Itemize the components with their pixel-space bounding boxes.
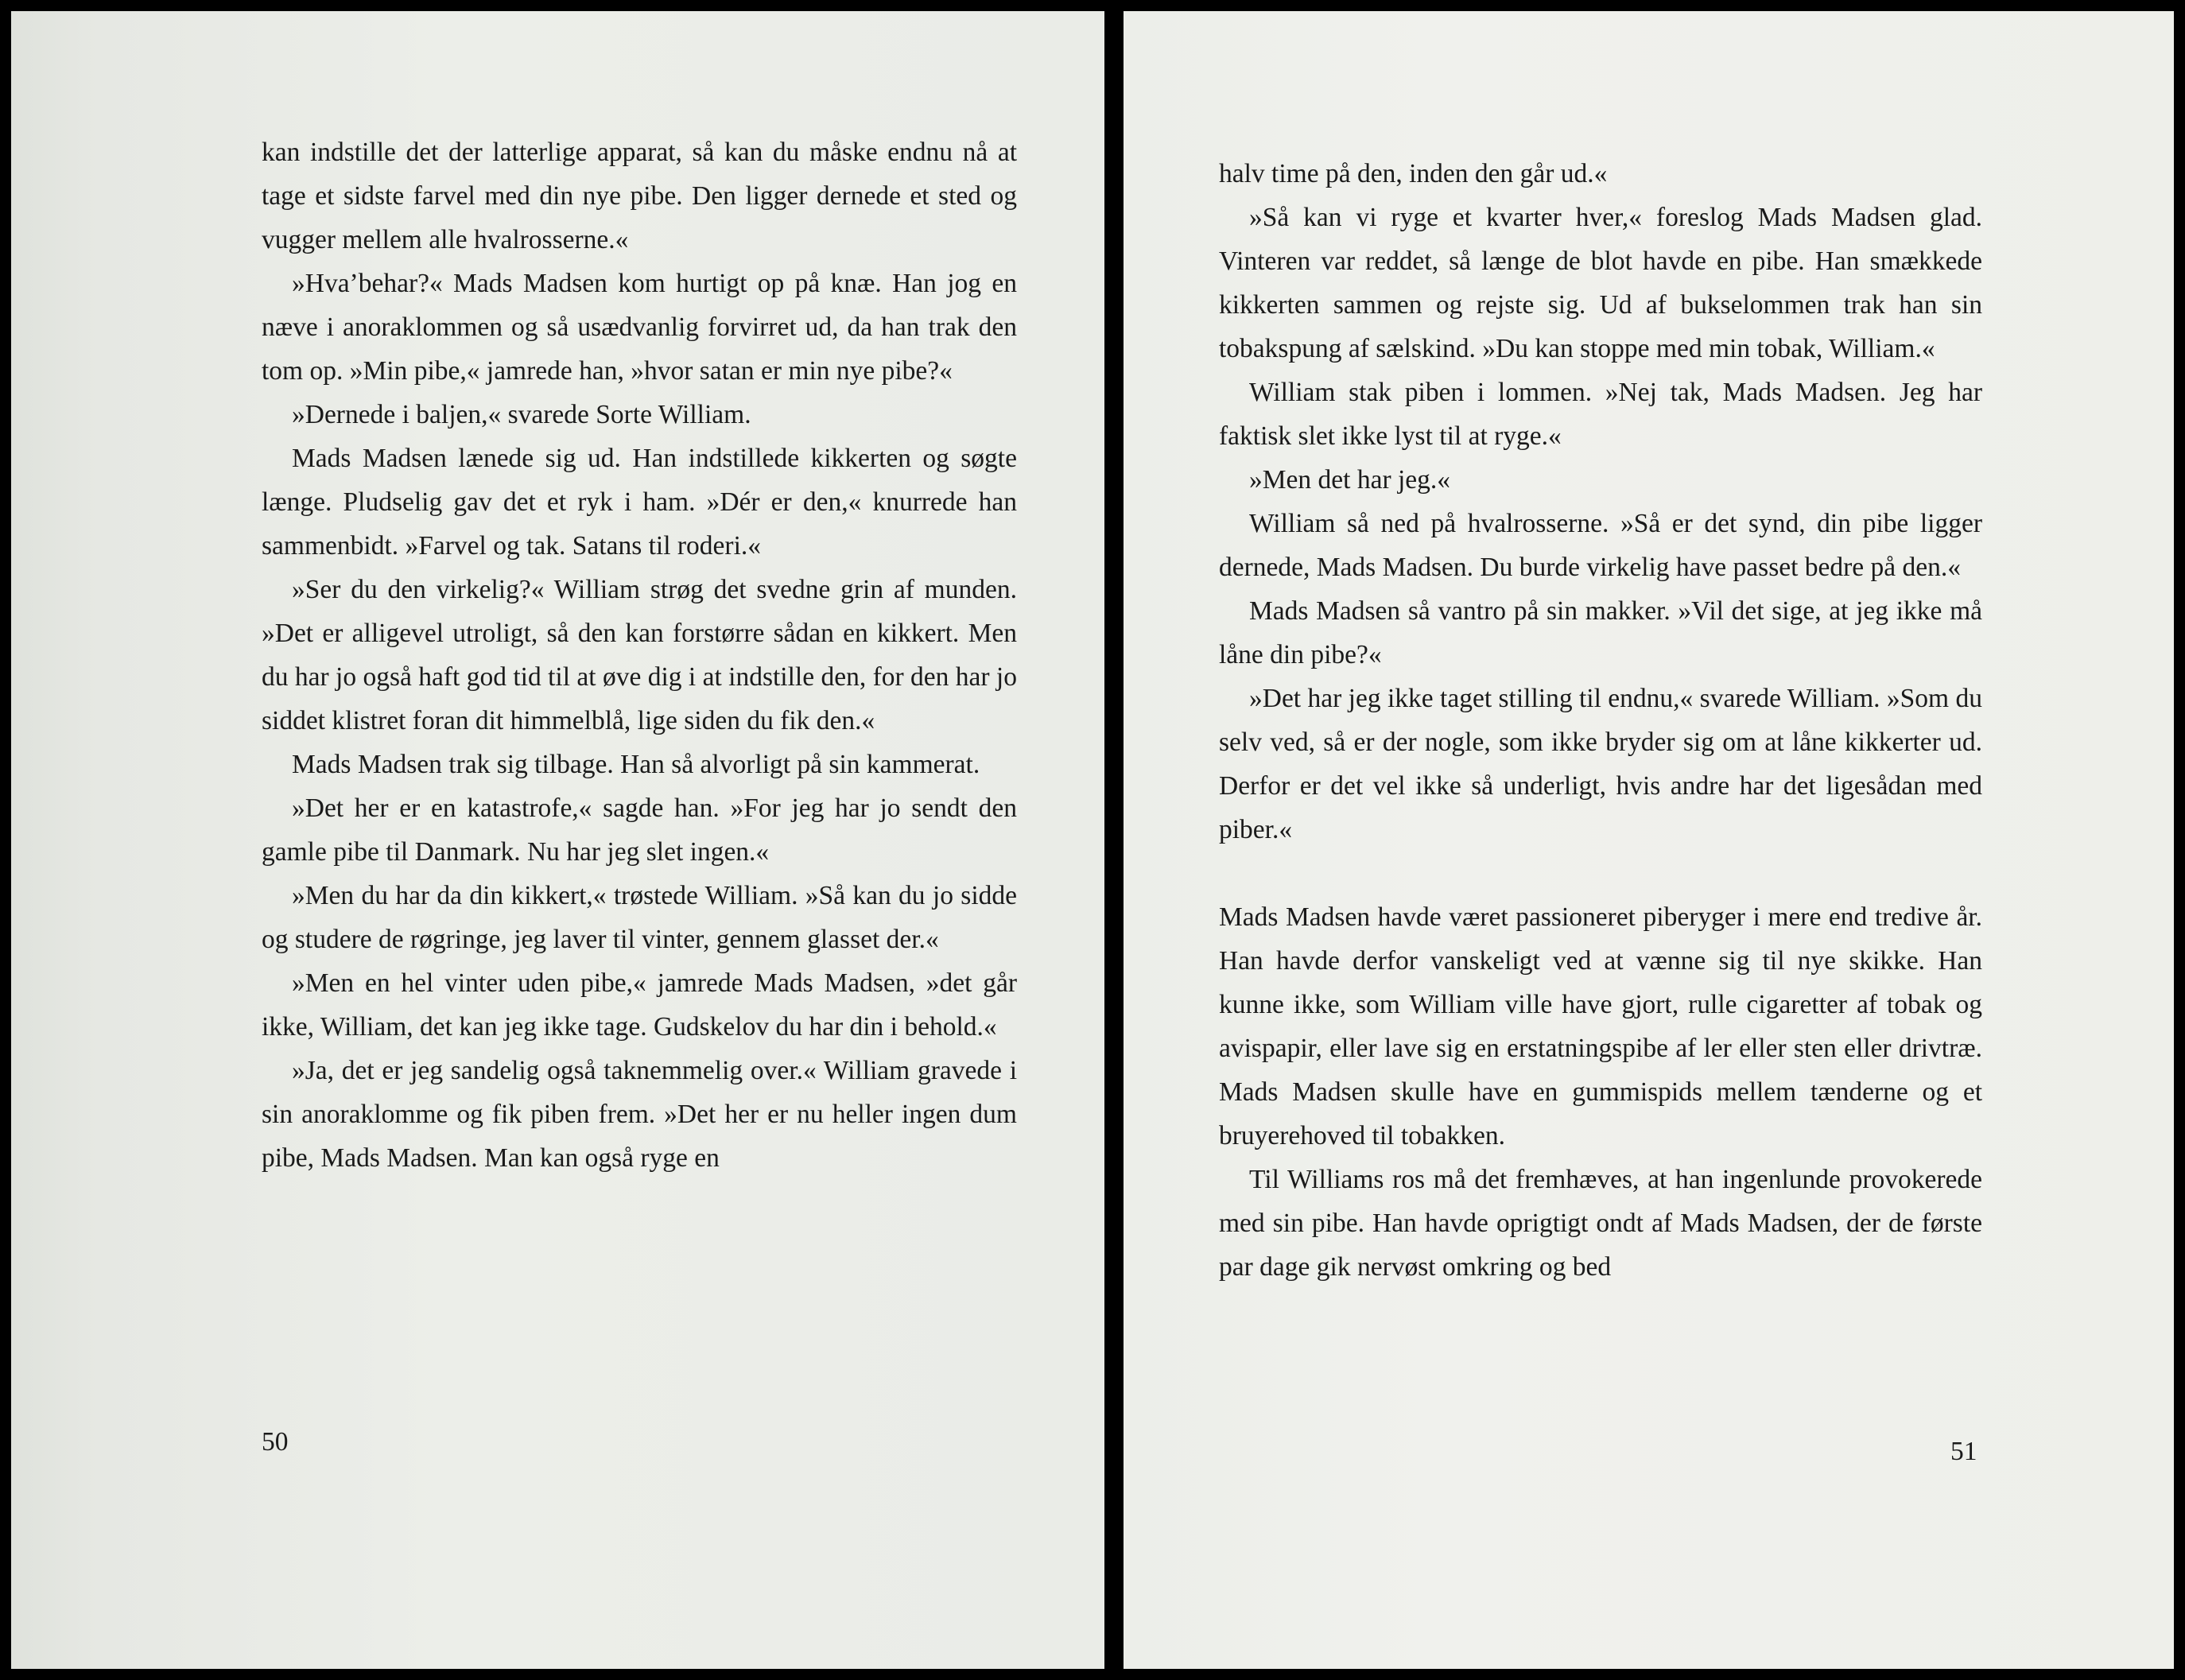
paragraph: »Ser du den virkelig?« William strøg det svedne grin af munden. »Det er alligevel utroligt, så den kan forstørre sådan en kikkert. Men du har jo også haft god tid til at øve dig i at indstille den, for den har jo siddet klistret foran dit himmelblå, lige siden du fik den.« [262,575,1017,735]
paragraph: »Hva’behar?« Mads Madsen kom hurtigt op på knæ. Han jog en næve i anoraklommen og så usædvanlig forvirret ud, da han trak den tom op. »Min pibe,« jamrede han, »hvor satan er min nye pibe?« [262,269,1017,386]
paragraph: Mads Madsen så vantro på sin makker. »Vil det sige, at jeg ikke må låne din pibe?« [1219,596,1982,669]
paragraph: »Men en hel vinter uden pibe,« jamrede Mads Madsen, »det går ikke, William, det kan jeg ikke tage. Gudskelov du har din i behold.« [262,968,1017,1042]
paragraph: »Men du har da din kikkert,« trøstede William. »Så kan du jo sidde og studere de røgringe, jeg laver til vinter, gennem glasset der.« [262,881,1017,954]
right-page-text [1219,152,1982,1289]
paragraph: William stak piben i lommen. »Nej tak, Mads Madsen. Jeg har faktisk slet ikke lyst til at ryge.« [1219,378,1982,451]
left-page [11,11,1104,1669]
paragraph: William så ned på hvalrosserne. »Så er det synd, din pibe ligger dernede, Mads Madsen. Du burde virkelig have passet bedre på den.« [1219,509,1982,582]
paragraph: halv time på den, inden den går ud.« [1219,159,1608,188]
paragraph: »Men det har jeg.« [1249,465,1451,495]
paragraph: Til Williams ros må det fremhæves, at han ingenlunde provokerede med sin pibe. Han havde oprigtigt ondt af Mads Madsen, der de første par dage gik nervøst omkring og bed [1219,1165,1982,1282]
paragraph: »Ja, det er jeg sandelig også taknemmelig over.« William gravede i sin anoraklomme og fik piben frem. »Det her er nu heller ingen dum pibe, Mads Madsen. Man kan også ryge en [262,1056,1017,1173]
right-page [1124,11,2174,1669]
paragraph: »Det her er en katastrofe,« sagde han. »For jeg har jo sendt den gamle pibe til Danmark. Nu har jeg slet ingen.« [262,793,1017,867]
page-number: 50 [262,1427,289,1457]
page-number: 51 [1950,1437,1977,1466]
left-page-text [262,130,1017,1180]
paragraph: Mads Madsen lænede sig ud. Han indstillede kikkerten og søgte længe. Pludselig gav det et ryk i ham. »Dér er den,« knurrede han sammenbidt. »Farvel og tak. Satans til roderi.« [262,444,1017,561]
paragraph: »Dernede i baljen,« svarede Sorte William. [292,400,751,429]
paragraph: »Det har jeg ikke taget stilling til endnu,« svarede William. »Som du selv ved, så er der nogle, som ikke bryder sig om at låne kikkerter ud. Derfor er det vel ikke så underligt, hvis andre har det ligesådan med piber.« [1219,684,1982,844]
paragraph: »Så kan vi ryge et kvarter hver,« foreslog Mads Madsen glad. Vinteren var reddet, så længe de blot havde en pibe. Han smækkede kikkerten sammen og rejste sig. Ud af bukselommen trak han sin tobakspung af sælskind. »Du kan stoppe med min tobak, William.« [1219,203,1982,363]
paragraph: Mads Madsen havde været passioneret piberyger i mere end tredive år. Han havde derfor vanskeligt ved at vænne sig til nye skikke. Han kunne ikke, som William ville have gjort, rulle cigaretter af tobak og avispapir, eller lave sig en erstatningspibe af ler eller sten eller drivtræ. Mads Madsen skulle have en gummispids mellem tænderne og et bruyerehoved til tobakken. [1219,902,1982,1150]
paragraph: Mads Madsen trak sig tilbage. Han så alvorligt på sin kammerat. [292,750,980,779]
paragraph: kan indstille det der latterlige apparat, så kan du måske endnu nå at tage et sidste farvel med din nye pibe. Den ligger dernede et sted og vugger mellem alle hvalrosserne.« [262,138,1017,254]
